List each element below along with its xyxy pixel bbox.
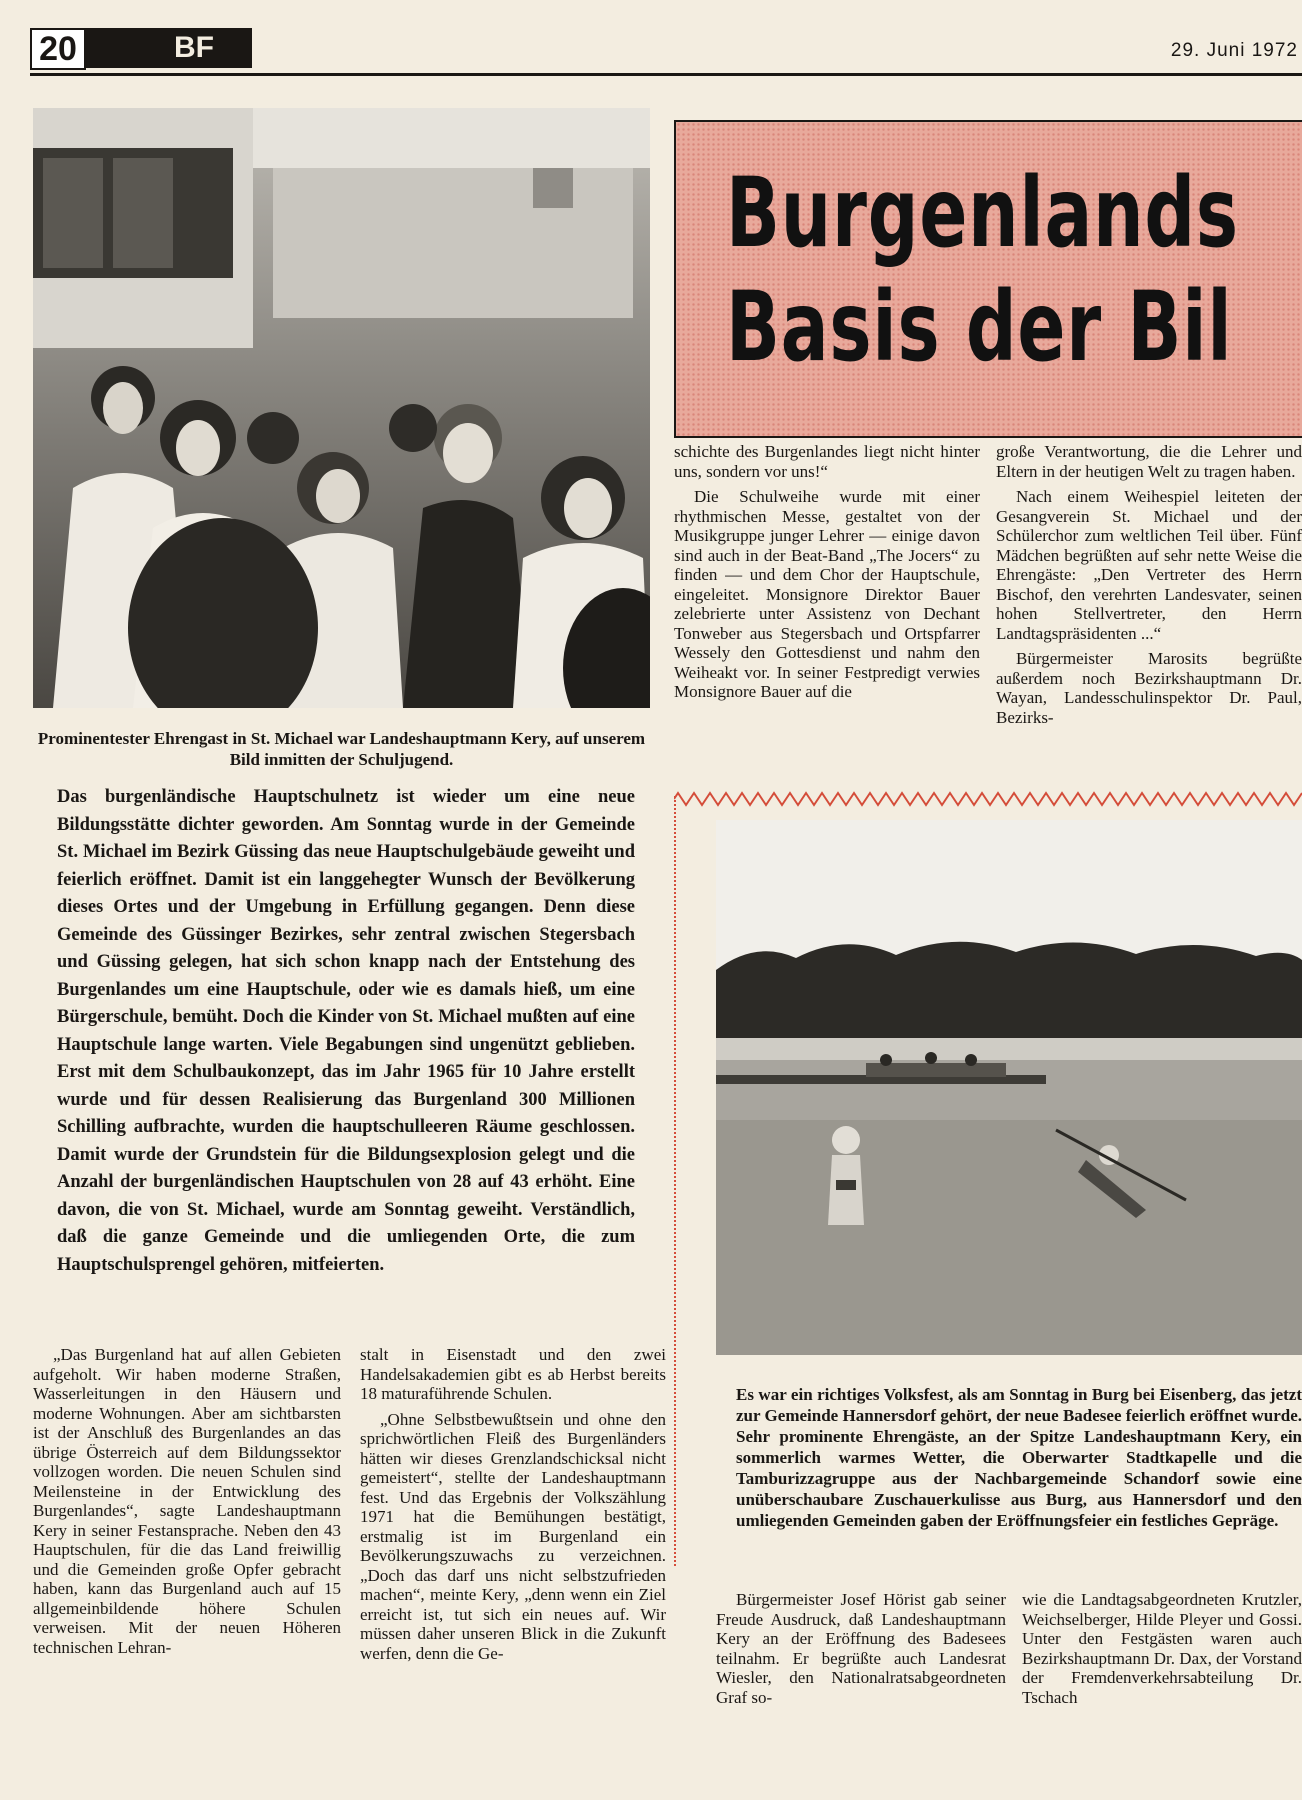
issue-date: 29. Juni 1972	[1170, 40, 1298, 61]
body-column-bottom1	[716, 1590, 1006, 1713]
paragraph: „Ohne Selbstbewußtsein und ohne den sprichwörtlichen Fleiß des Burgenländers hätten wir dieses Grenzlandschicksal nicht gemeistert“, stellte der Landeshauptmann fest. Und das Ergebnis der Volkszählung 1971 hat die Bemühungen bestätigt, erstmalig ist im Burgenland ein Bevölkerungszuwachs zu verzeichnen. „Doch das darf uns nicht selbstzufrieden machen“, meinte Kery, „denn wenn ein Ziel erreicht ist, tut sich ein neues auf. Wir müssen daher unseren Blick in die Zukunft werfen, denn die Ge-	[360, 1409, 666, 1663]
body-column-bottom2	[1022, 1590, 1302, 1713]
paragraph: stalt in Eisenstadt und den zwei Handelsakademien gibt es ab Herbst bereits 18 maturaführende Schulen.	[360, 1345, 666, 1403]
school-crowd-photo	[33, 108, 650, 708]
section-label: BF	[86, 28, 252, 68]
lake-photo-icon	[716, 820, 1302, 1355]
headline-box	[674, 120, 1302, 438]
paragraph: Die Schulweihe wurde mit einer rhythmischen Messe, gestaltet von der Musikgruppe junger Lehrer — einige davon sind auch in der Beat-Band „The Jocers“ zu finden — und dem Chor der Hauptschule, eingeleitet. Monsignore Direktor Bauer zelebrierte unter Assistenz von Dechant Tonweber aus Stegersbach und Ortspfarrer Wessely den Gottesdienst und nahm den Weiheakt vor. In seiner Festpredigt verwies Monsignore Bauer auf die	[674, 487, 980, 701]
lake-photo	[716, 820, 1302, 1355]
header-rule	[30, 73, 1302, 76]
paragraph: „Das Burgenland hat auf allen Gebieten aufgeholt. Wir haben moderne Straßen, Wasserleitungen in den Häusern und moderne Wohnungen. Aber am sichtbarsten ist der Anschluß des Burgenlandes an das übrige Österreich auf dem Bildungssektor vollzogen worden. Die neuen Schulen sind Meilensteine in der Entwicklung des Burgenlandes“, sagte Landeshauptmann Kery in seiner Festansprache. Neben den 43 Hauptschulen, für die das Land freiwillig und die Gemeinden große Opfer gebracht haben, kann das Burgenland auch auf 15 allgemeinbildende höhere Schulen verweisen. Mit der neuen Höheren technischen Lehran-	[33, 1345, 341, 1657]
body-column-right	[996, 442, 1302, 733]
body-column-left1	[33, 1345, 341, 1663]
paragraph: Bürgermeister Josef Hörist gab seiner Freude Ausdruck, daß Landeshauptmann Kery an der Eröffnung des Badesees teilnahm. Er begrüßte auch Landesrat Wiesler, den Nationalratsabgeordneten Graf so-	[716, 1590, 1006, 1707]
headline-line2: Basis der Bil	[726, 271, 1233, 383]
paragraph: wie die Landtagsabgeordneten Krutzler, Weichselberger, Hilde Pleyer und Gossi. Unter den Festgästen waren auch Bezirkshauptmann Dr. Dax, der Vorstand der Fremdenverkehrsabteilung Dr. Tschach	[1022, 1590, 1302, 1707]
photo2-caption: Es war ein richtiges Volksfest, als am Sonntag in Burg bei Eisenberg, das jetzt zur Gemeinde Hannersdorf gehört, der neue Badesee feierlich eröffnet wurde. Sehr prominente Ehrengäste, an der Spitze Landeshauptmann Kery, ein sommerlich warmes Wetter, die Oberwarter Stadtkapelle und die Tamburizzagruppe aus der Nachbargemeinde Schandorf sowie eine unüberschaubare Zuschauerkulisse aus Burg, aus Hannersdorf und den umliegenden Gemeinden gaben der Eröffnungsfeier ein festliches Gepräge.	[736, 1385, 1302, 1530]
headline-line1: Burgenlands	[726, 157, 1239, 269]
photo1-caption: Prominentester Ehrengast in St. Michael war Landeshauptmann Kery, auf unserem Bild inmitten der Schuljugend.	[37, 729, 646, 769]
headline	[726, 156, 1239, 384]
crowd-photo-icon	[33, 108, 650, 708]
paragraph: Bürgermeister Marosits begrüßte außerdem noch Bezirkshauptmann Dr. Wayan, Landesschulinspektor Dr. Paul, Bezirks-	[996, 649, 1302, 727]
body-column-mid	[674, 442, 980, 708]
lead-paragraph: Das burgenländische Hauptschulnetz ist wieder um eine neue Bildungsstätte dichter geworden. Am Sonntag wurde in der Gemeinde St. Michael im Bezirk Güssing das neue Hauptschulgebäude geweiht und feierlich eröffnet. Damit ist ein langgehegter Wunsch der Bevölkerung dieses Ortes und der Umgebung in Erfüllung gegangen. Denn diese Gemeinde des Güssinger Bezirkes, sehr zentral zwischen Stegersbach und Güssing gelegen, hat sich schon knapp nach der Entstehung des Burgenlandes um eine Hauptschule, oder wie es damals hieß, um eine Bürgerschule, bemüht. Doch die Kinder von St. Michael mußten auf eine Hauptschule lange warten. Viele Begabungen sind ungenützt geblieben. Erst mit dem Schulbaukonzept, das im Jahr 1965 für 10 Jahre erstellt wurde und für dessen Realisierung das Burgenland 300 Millionen Schilling aufbrachte, wurden die hauptschulleeren Räume geschlossen. Damit wurde der Grundstein für die Bildungsexplosion gelegt und die Anzahl der burgenländischen Hauptschulen von 28 auf 43 erhöht. Eine davon, die von St. Michael, wurde am Sonntag geweiht. Verständlich, daß die ganze Gemeinde und die umliegenden Orte, die zum Hauptschulsprengel gehören, mitfeierten.	[57, 787, 635, 1275]
paragraph: Nach einem Weihespiel leiteten der Gesangverein St. Michael und der Schülerchor zum weltlichen Teil über. Fünf Mädchen begrüßten auf sehr nette Weise die Ehrengäste: „Den Vertreter des Herrn Bischof, den verehrten Landesvater, seinen hohen Stellvertreter, den Herrn Landtagspräsidenten ...“	[996, 487, 1302, 643]
body-column-left2	[360, 1345, 666, 1669]
paragraph: schichte des Burgenlandes liegt nicht hinter uns, sondern vor uns!“	[674, 442, 980, 481]
paragraph: große Verantwortung, die die Lehrer und Eltern in der heutigen Welt zu tragen haben.	[996, 442, 1302, 481]
page-number: 20	[30, 28, 86, 70]
